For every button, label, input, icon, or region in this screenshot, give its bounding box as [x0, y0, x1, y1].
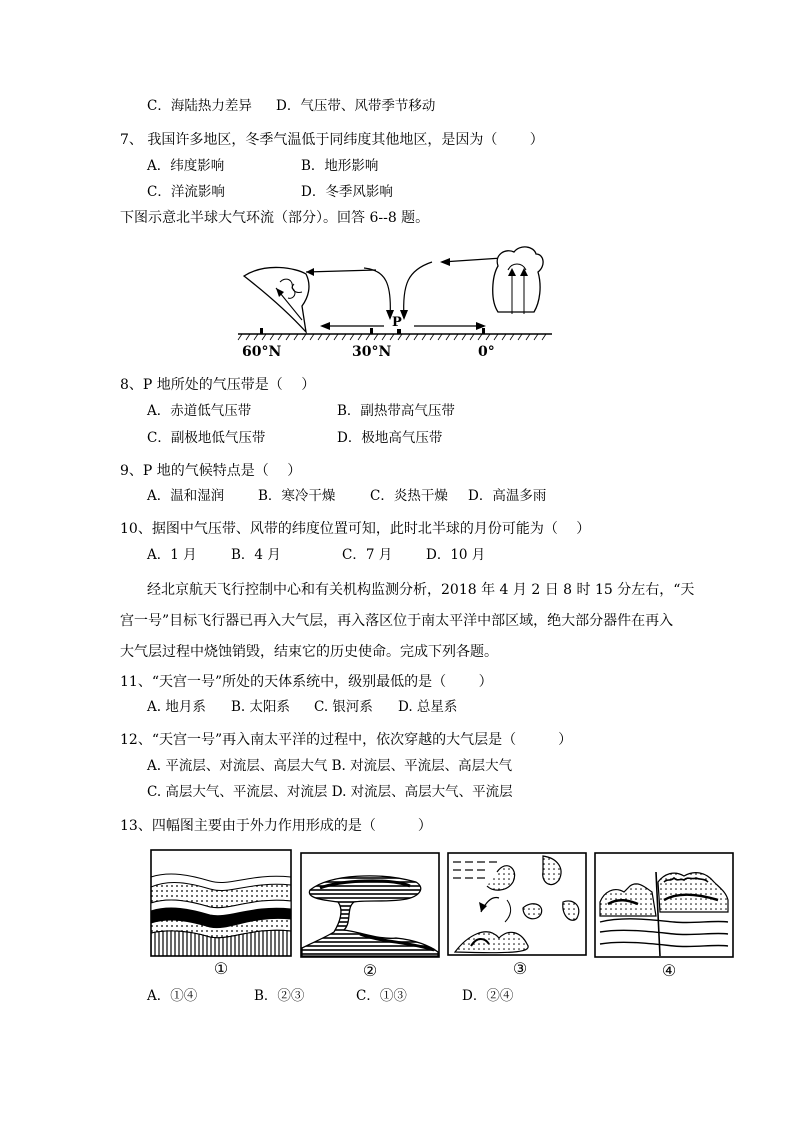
landform-figure-1: [150, 849, 292, 957]
tick-0: [482, 328, 485, 334]
q8-option-d: D．极地高气压带: [337, 430, 443, 446]
figure-1-label: ①: [213, 959, 229, 978]
intro-6-8: 下图示意北半球大气环流（部分）。回答 6--8 题。: [120, 210, 430, 226]
convective-cloud: [493, 247, 543, 312]
label-30n: 30°N: [352, 344, 392, 360]
passage-line-3: 大气层过程中烧蚀销毁，结束它的历史使命。完成下列各题。: [120, 644, 498, 660]
q9-stem: 9、P 地的气候特点是（ ）: [120, 463, 302, 479]
q7-option-c: C．洋流影响: [147, 184, 225, 200]
upper-flow-arrow-right: [442, 258, 502, 262]
q12-options-cd: C. 高层大气、平流层、对流层 D. 对流层、高层大气、平流层: [147, 784, 513, 800]
q13-option-c: C．①③: [356, 988, 407, 1004]
label-0: 0°: [478, 344, 495, 360]
q6-option-d: D．气压带、风带季节移动: [276, 98, 436, 114]
q7-option-a: A．纬度影响: [147, 158, 225, 174]
descending-arrow-right: [404, 262, 432, 318]
label-p: P: [392, 315, 402, 330]
q13-option-a: A．①④: [147, 988, 198, 1004]
passage-line-1: 经北京航天飞行控制中心和有关机构监测分析，2018 年 4 月 2 日 8 时 15 分左右，“天: [147, 582, 695, 598]
figure-3-label: ③: [512, 959, 528, 978]
q9-option-c: C．炎热干燥: [370, 488, 448, 504]
q8-stem: 8、P 地所处的气压带是（ ）: [120, 377, 316, 393]
q10-stem: 10、据图中气压带、风带的纬度位置可知，此时北半球的月份可能为（ ）: [120, 521, 591, 537]
q13-option-d: D．②④: [462, 988, 514, 1004]
q10-option-d: D．10 月: [426, 547, 486, 563]
circulation-diagram: [236, 240, 556, 360]
q11-option-d: D. 总星系: [398, 699, 458, 715]
figure-4-label: ④: [661, 961, 677, 980]
label-60n: 60°N: [242, 344, 282, 360]
q8-option-a: A．赤道低气压带: [147, 403, 252, 419]
q11-stem: 11、“天宫一号”所处的天体系统中，级别最低的是（ ）: [120, 674, 493, 690]
q7-stem: 7、 我国许多地区，冬季气温低于同纬度其他地区，是因为（ ）: [120, 132, 544, 148]
q8-option-b: B．副热带高气压带: [337, 403, 455, 419]
q7-option-d: D．冬季风影响: [301, 184, 393, 200]
q11-option-b: B. 太阳系: [231, 699, 291, 715]
landform-figure-2: [300, 852, 440, 958]
q6-option-c: C．海陆热力差异: [147, 98, 252, 114]
q12-stem: 12、“天宫一号”再入南太平洋的过程中，依次穿越的大气层是（ ）: [120, 732, 573, 748]
q10-option-a: A．1 月: [147, 547, 197, 563]
q7-option-b: B．地形影响: [301, 158, 379, 174]
q9-option-d: D．高温多雨: [468, 488, 547, 504]
landform-figure-4: [594, 852, 734, 958]
tick-30n: [370, 328, 373, 334]
q10-option-c: C．7 月: [342, 547, 393, 563]
upper-flow-arrow-left: [306, 270, 376, 272]
figure-2-label: ②: [362, 961, 378, 980]
passage-line-2: 宫一号”目标飞行器已再入大气层，再入落区位于南太平洋中部区域，绝大部分器件在再入: [120, 613, 674, 629]
q9-option-b: B．寒冷干燥: [258, 488, 336, 504]
q11-option-c: C. 银河系: [314, 699, 373, 715]
q11-option-a: A. 地月系: [147, 699, 206, 715]
q13-option-b: B．②③: [254, 988, 305, 1004]
q9-option-a: A．温和湿润: [147, 488, 225, 504]
q8-option-c: C．副极地低气压带: [147, 430, 266, 446]
q12-options-ab: A. 平流层、对流层、高层大气 B. 对流层、平流层、高层大气: [147, 758, 513, 774]
landform-figure-3: [447, 852, 587, 956]
front-cloud: [244, 267, 309, 332]
ground-hatching: [238, 334, 546, 340]
tick-60n: [260, 328, 263, 334]
q10-option-b: B．4 月: [231, 547, 281, 563]
q13-stem: 13、四幅图主要由于外力作用形成的是（ ）: [120, 818, 432, 834]
